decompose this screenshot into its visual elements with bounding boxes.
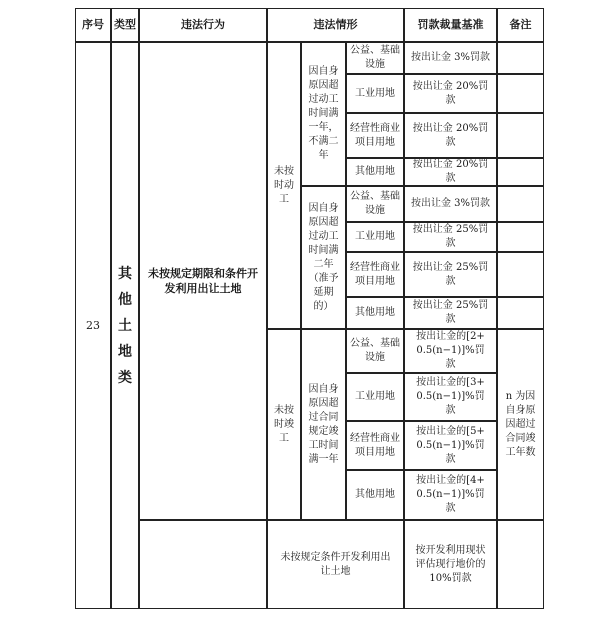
subgroup-over-completion-time: 因自身原因超过合同规定竣工时间满一年 <box>301 329 346 520</box>
header-seq: 序号 <box>75 8 111 42</box>
note-completion-years: n 为因自身原因超过合同竣工年数 <box>497 329 544 520</box>
header-type: 类型 <box>111 8 139 42</box>
penalty-completion-commercial: 按出让金的[5+0.5(n−1)]%罚款 <box>404 421 497 470</box>
final-situation: 未按规定条件开发利用出让土地 <box>267 520 404 609</box>
land-use-industrial: 工业用地 <box>346 222 404 252</box>
subgroup-over-2-years: 因自身原因超过动工时间满二年（准予延期的） <box>301 186 346 329</box>
penalty-1y-industrial: 按出让金 20%罚款 <box>404 74 497 113</box>
penalty-1y-public: 按出让金 3%罚款 <box>404 42 497 74</box>
penalty-completion-industrial: 按出让金的[3+0.5(n−1)]%罚款 <box>404 373 497 421</box>
land-use-other: 其他用地 <box>346 158 404 186</box>
land-use-commercial: 经营性商业项目用地 <box>346 113 404 158</box>
row-type: 其他土地类 <box>111 42 139 609</box>
final-note-empty <box>497 520 544 609</box>
penalty-completion-other: 按出让金的[4+0.5(n−1)]%罚款 <box>404 470 497 520</box>
land-use-public: 公益、基础设施 <box>346 42 404 74</box>
subgroup-over-1-year: 因自身原因超过动工时间满一年，不满二年 <box>301 42 346 186</box>
land-use-other: 其他用地 <box>346 470 404 520</box>
header-note: 备注 <box>497 8 544 42</box>
penalty-2y-commercial: 按出让金 25%罚款 <box>404 252 497 297</box>
note-cell-empty <box>497 222 544 252</box>
penalty-1y-other: 按出让金 20%罚款 <box>404 158 497 186</box>
penalty-1y-commercial: 按出让金 20%罚款 <box>404 113 497 158</box>
row-violation-act: 未按规定期限和条件开发利用出让土地 <box>139 42 267 520</box>
note-cell-empty <box>497 252 544 297</box>
land-use-public: 公益、基础设施 <box>346 329 404 373</box>
note-cell-empty <box>497 158 544 186</box>
final-penalty: 按开发利用现状评估现行地价的 10%罚款 <box>404 520 497 609</box>
penalty-completion-public: 按出让金的[2+0.5(n−1)]%罚款 <box>404 329 497 373</box>
note-cell-empty <box>497 186 544 222</box>
note-cell-empty <box>497 113 544 158</box>
land-use-commercial: 经营性商业项目用地 <box>346 421 404 470</box>
land-use-industrial: 工业用地 <box>346 74 404 113</box>
penalty-2y-other: 按出让金 25%罚款 <box>404 297 497 329</box>
group-not-started: 未按时动工 <box>267 42 301 329</box>
row-seq-number: 23 <box>75 42 111 609</box>
header-violation-situation: 违法情形 <box>267 8 404 42</box>
note-cell-empty <box>497 74 544 113</box>
land-use-commercial: 经营性商业项目用地 <box>346 252 404 297</box>
header-penalty-standard: 罚款裁量基准 <box>404 8 497 42</box>
land-use-other: 其他用地 <box>346 297 404 329</box>
note-cell-empty <box>497 297 544 329</box>
header-violation-act: 违法行为 <box>139 8 267 42</box>
note-cell-empty <box>497 42 544 74</box>
group-not-completed: 未按时竣工 <box>267 329 301 520</box>
land-use-industrial: 工业用地 <box>346 373 404 421</box>
land-use-public: 公益、基础设施 <box>346 186 404 222</box>
final-act-empty <box>139 520 267 609</box>
penalty-2y-industrial: 按出让金 25%罚款 <box>404 222 497 252</box>
penalty-2y-public: 按出让金 3%罚款 <box>404 186 497 222</box>
